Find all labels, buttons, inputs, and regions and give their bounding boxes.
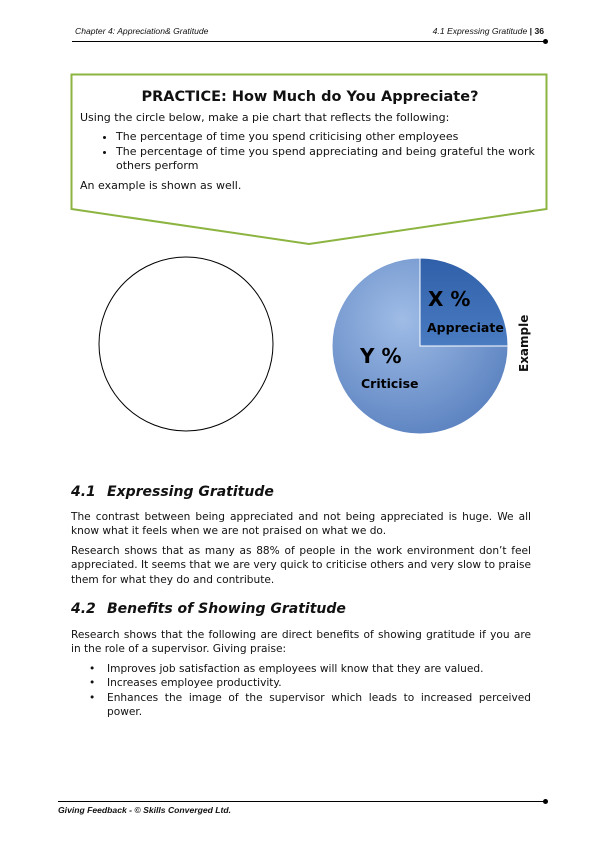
- header-chapter: Chapter 4: Appreciation& Gratitude: [75, 26, 209, 36]
- section-heading-4-2: [71, 601, 346, 617]
- pie-appreciate-value: X %: [428, 287, 471, 311]
- practice-bullet: • The percentage of time you spend criticising other employees: [116, 130, 540, 145]
- header-section: [433, 26, 544, 36]
- section-title: Benefits of Showing Gratitude: [107, 601, 346, 617]
- pie-criticise-value: Y %: [360, 344, 402, 368]
- header-page-number: 36: [534, 26, 544, 36]
- example-label: Example: [517, 314, 531, 372]
- section-title: Expressing Gratitude: [107, 484, 274, 500]
- section-4-1-paragraph-1: The contrast between being appreciated and not being appreciated is huge. We all know what it feels when we are not praised on what we do.: [71, 511, 531, 538]
- practice-bullet: • The percentage of time you spend appreciating and being grateful the work others perform: [116, 145, 540, 174]
- blank-pie-circle: [98, 256, 278, 436]
- practice-intro: Using the circle below, make a pie chart that reflects the following:: [80, 110, 450, 124]
- footer-rule-dot: [543, 799, 548, 804]
- header-rule: [72, 41, 544, 42]
- benefit-item: • Increases employee productivity.: [71, 676, 531, 690]
- practice-bullet-list: [80, 130, 540, 174]
- pie-criticise-label: Criticise: [361, 376, 419, 391]
- header-separator: |: [529, 26, 533, 36]
- section-heading-4-1: [71, 484, 274, 500]
- section-4-1-paragraph-2: Research shows that as many as 88% of people in the work environment don’t feel appreciated. It seems that we are very quick to criticise others and very slow to praise them for what they do and contribute.: [71, 545, 531, 586]
- benefit-item: • Improves job satisfaction as employees will know that they are valued.: [71, 662, 531, 676]
- section-number: 4.2: [71, 601, 96, 617]
- pie-appreciate-label: Appreciate: [427, 320, 504, 335]
- header-section-title: 4.1 Expressing Gratitude: [432, 26, 528, 36]
- benefit-item: • Enhances the image of the supervisor which leads to increased perceived power.: [71, 691, 531, 720]
- section-number: 4.1: [71, 484, 96, 500]
- practice-content: [80, 90, 540, 193]
- footer-rule: [58, 801, 544, 802]
- header-rule-dot: [543, 39, 548, 44]
- benefits-bullet-list: [71, 662, 531, 719]
- practice-outro: An example is shown as well.: [80, 178, 242, 192]
- section-4-2-intro: Research shows that the following are direct benefits of showing gratitude if you are in the role of a supervisor. Giving praise:: [71, 629, 531, 656]
- footer-text: Giving Feedback - © Skills Converged Ltd.: [58, 805, 231, 815]
- example-pie-chart: [330, 256, 512, 438]
- practice-title: PRACTICE: How Much do You Appreciate?: [141, 89, 479, 105]
